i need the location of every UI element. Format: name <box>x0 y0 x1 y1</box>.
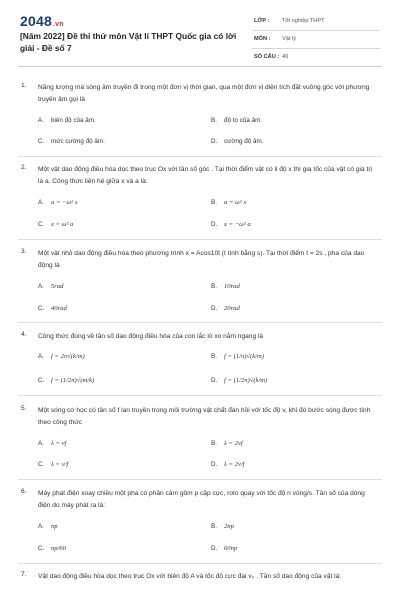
question-number: 3. <box>21 248 27 255</box>
option-label: B. <box>211 283 217 290</box>
option-text: độ to của âm. <box>224 117 263 124</box>
option-b[interactable] <box>211 523 234 530</box>
meta-value: 40 <box>282 54 289 60</box>
meta-row-subject <box>252 33 380 49</box>
option-text: f = 2π√(k/m) <box>51 353 85 360</box>
question-divider <box>18 563 382 564</box>
option-a[interactable] <box>38 440 66 447</box>
option-text: 60np <box>224 545 238 552</box>
option-a[interactable] <box>38 523 58 530</box>
logo-suffix: .vn <box>52 21 64 28</box>
option-label: D. <box>211 221 218 228</box>
option-d[interactable] <box>211 221 251 228</box>
option-b[interactable] <box>211 117 262 124</box>
option-label: C. <box>38 221 45 228</box>
question-3 <box>18 248 382 318</box>
option-c[interactable] <box>38 461 68 468</box>
option-b[interactable] <box>211 440 243 447</box>
option-text: np/60 <box>51 545 67 552</box>
option-d[interactable] <box>211 377 267 384</box>
question-1 <box>18 82 382 152</box>
document-title: [Năm 2022] Đề thi thử môn Vật lí THPT Quốc gia có lời giải - Đề số 7 <box>20 31 237 53</box>
option-label: C. <box>38 377 45 384</box>
option-label: A. <box>38 283 44 290</box>
question-number: 7. <box>21 571 27 578</box>
question-divider <box>18 156 382 157</box>
option-label: B. <box>211 523 217 530</box>
question-text: Một vật dao động điều hòa dọc theo trục Ox với tần số góc . Tại thời điểm vật có li độ x thì gia tốc của vật có giá trị là a. Công thức liên hệ giữa x và a là: <box>38 166 372 185</box>
meta-value: Vật lý <box>282 36 296 42</box>
option-text: λ = 2vf <box>224 440 243 447</box>
question-divider <box>18 479 382 480</box>
logo-text: 2048 <box>20 13 52 29</box>
option-a[interactable] <box>38 353 85 360</box>
meta-row-count <box>252 51 380 67</box>
question-7 <box>18 571 382 599</box>
option-d[interactable] <box>211 138 264 145</box>
option-label: C. <box>38 138 45 145</box>
option-label: B. <box>211 440 217 447</box>
option-c[interactable] <box>38 377 94 384</box>
option-label: D. <box>211 305 218 312</box>
question-number: 1. <box>21 82 27 89</box>
option-d[interactable] <box>211 461 245 468</box>
meta-key: LỚP : <box>254 18 270 24</box>
option-label: C. <box>38 545 45 552</box>
option-label: A. <box>38 117 44 124</box>
option-label: B. <box>211 199 217 206</box>
option-label: A. <box>38 353 44 360</box>
option-text: np <box>51 523 58 530</box>
question-text: Công thức đúng về tần số dao động điều hòa của con lắc lò xo nằm ngang là <box>38 333 264 340</box>
option-text: biên độ của âm. <box>51 117 96 124</box>
option-b[interactable] <box>211 353 264 360</box>
option-label: D. <box>211 138 218 145</box>
question-number: 5. <box>21 405 27 412</box>
question-divider <box>18 322 382 323</box>
option-text: x = ω² a <box>51 221 74 228</box>
option-c[interactable] <box>38 305 67 312</box>
question-6 <box>18 488 382 558</box>
option-b[interactable] <box>211 199 246 206</box>
option-text: a = −ω² x <box>51 199 78 206</box>
option-label: D. <box>211 461 218 468</box>
option-c[interactable] <box>38 138 105 145</box>
option-label: A. <box>38 523 44 530</box>
option-label: C. <box>38 305 45 312</box>
option-text: a = ω² x <box>224 199 247 206</box>
question-number: 6. <box>21 488 27 495</box>
question-5 <box>18 405 382 475</box>
option-a[interactable] <box>38 283 63 290</box>
meta-key: SỐ CÂU : <box>254 54 280 60</box>
option-label: A. <box>38 199 44 206</box>
option-c[interactable] <box>38 545 66 552</box>
option-a[interactable] <box>38 199 78 206</box>
question-number: 4. <box>21 331 27 338</box>
meta-row-class <box>252 15 380 31</box>
option-a[interactable] <box>38 117 96 124</box>
question-text: Máy phát điện xoay chiều một pha có phần cảm gồm p cặp cực, roto quay với tốc độ n vòng/s. Tần số của dòng điện do máy phát ra là: <box>38 490 365 509</box>
option-text: cường độ âm. <box>224 138 264 145</box>
option-text: f = (1/π)√(k/m) <box>224 353 264 360</box>
option-label: C. <box>38 461 45 468</box>
question-4 <box>18 331 382 391</box>
option-text: λ = vf <box>51 440 67 447</box>
site-logo[interactable] <box>20 13 64 29</box>
option-b[interactable] <box>211 283 240 290</box>
question-text: Năng lượng mà sóng âm truyền đi trong một đơn vị thời gian, qua một đơn vị diện tích đặt vuông góc với phương truyền âm gọi là <box>38 84 370 103</box>
option-label: D. <box>211 377 218 384</box>
header-divider <box>18 66 382 67</box>
option-label: A. <box>38 440 44 447</box>
option-d[interactable] <box>211 545 237 552</box>
question-2 <box>18 164 382 234</box>
option-text: λ = v/f <box>51 461 69 468</box>
option-label: B. <box>211 353 217 360</box>
option-text: 10rad <box>224 283 240 290</box>
question-text: Vật dao động điều hòa dọc theo trục Ox với biên độ A và tốc độ cực đại v₀ . Tần số dao động của vật là: <box>38 573 342 580</box>
question-text: Một vật nhỏ dao động điều hòa theo phương trình x = Acos10t (t tính bằng s). Tại thời điểm t = 2s , pha của dao động là <box>38 250 365 269</box>
option-label: D. <box>211 545 218 552</box>
option-text: f = (1/2π)√(k/m) <box>224 377 268 384</box>
option-c[interactable] <box>38 221 73 228</box>
option-text: 2np <box>224 523 234 530</box>
question-divider <box>18 239 382 240</box>
option-d[interactable] <box>211 305 240 312</box>
option-text: 5rad <box>51 283 64 290</box>
option-text: mức cường độ âm. <box>51 138 105 145</box>
option-text: 40rad <box>51 305 67 312</box>
option-text: f = (1/2π)√(m/k) <box>51 377 95 384</box>
question-number: 2. <box>21 164 27 171</box>
question-divider <box>18 395 382 396</box>
meta-panel <box>252 15 380 69</box>
meta-key: MÔN : <box>254 36 271 42</box>
option-label: B. <box>211 117 217 124</box>
option-text: 20rad <box>224 305 240 312</box>
meta-value: Tốt nghiệp THPT <box>282 18 325 24</box>
question-text: Một sóng cơ học có tần số f lan truyền trong môi trường vật chất đàn hồi với tốc độ v, khi đó bước sóng được tính theo công thức <box>38 407 371 426</box>
option-text: λ = 2v/f <box>224 461 245 468</box>
option-text: x = −ω² a <box>224 221 251 228</box>
